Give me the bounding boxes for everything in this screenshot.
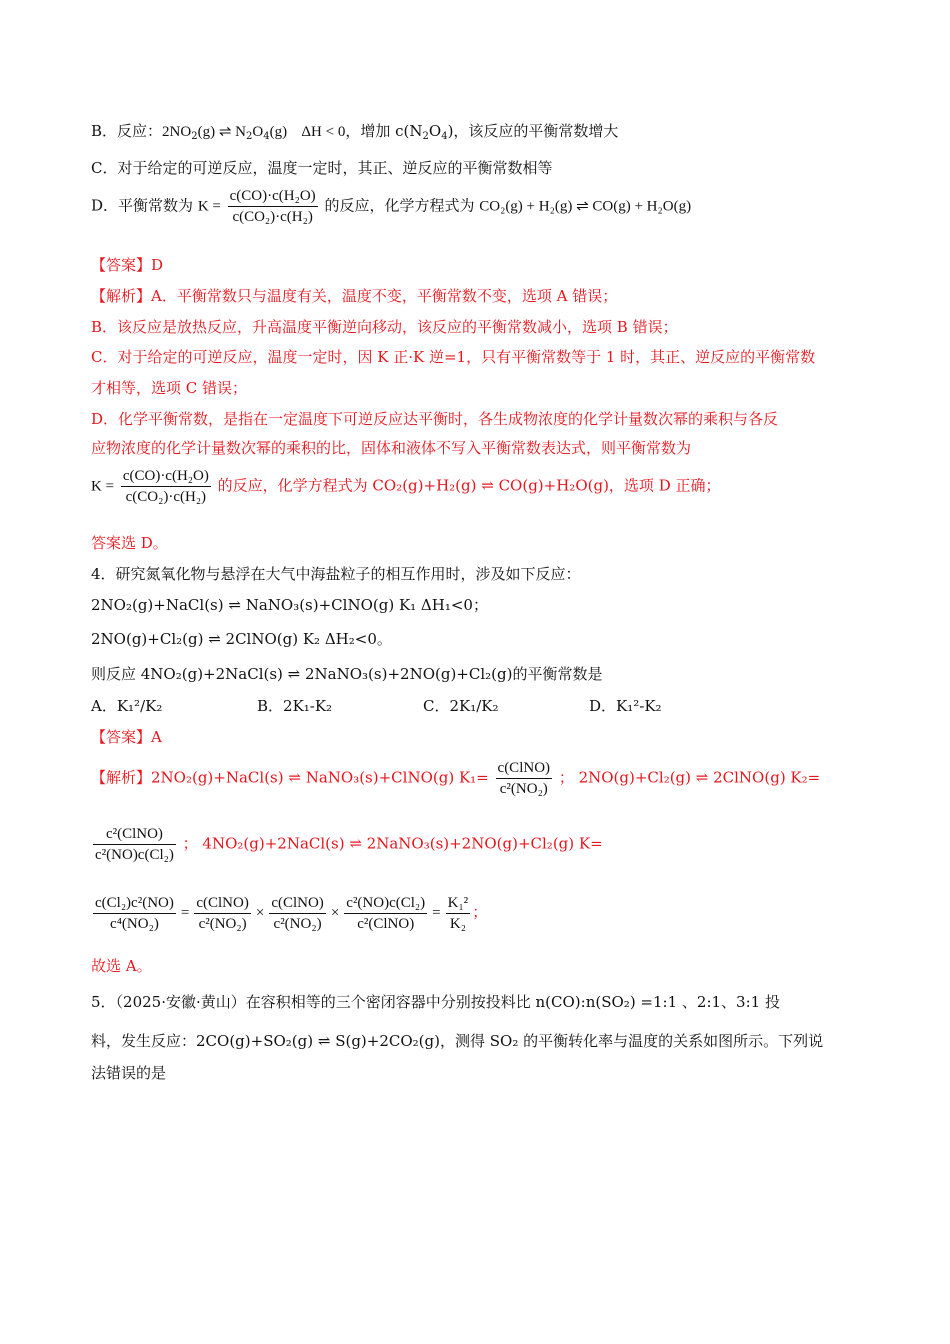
fraction-term-1: $\frac{\text{c(ClNO)}}{\text{c²(NO₂)}}$ [196, 895, 249, 932]
analysis-1-a: 【解析】A．平衡常数只与温度有关，温度不变，平衡常数不变，选项 A 错误； [91, 287, 618, 305]
analysis-2-conclusion: 故选 A。 [91, 957, 152, 975]
reaction-lhs: 2NO [162, 124, 192, 140]
q4-stem: 4．研究氮氧化物与悬浮在大气中海盐粒子的相互作用时，涉及如下反应： [91, 565, 581, 583]
analysis-2-line-3: $\frac{\text{c(Cl₂)c²(NO)}}{\text{c⁴(NO₂)}}$ = $\frac{\text{c(ClNO)}}{\text{c²(NO₂)}}$ × $\frac{\text{c(ClNO)}}{\text{c²(NO₂)}}$ × $\frac{\text{c²(NO)c(Cl₂)}}{\text{c²(ClNO)}}$ = $\frac{\text{K₁²}}{\text{K₂}}$ ； [95, 895, 488, 932]
delta-h: ΔH < 0 [301, 124, 346, 140]
k-symbol: K = [91, 478, 115, 495]
analysis-1-c2: 才相等，选项 C 错误； [91, 379, 248, 397]
analysis-1-c1: C．对于给定的可逆反应，温度一定时，因 K 正·K 逆=1，只有平衡常数等于 1 时，其正、逆反应的平衡常数 [91, 348, 816, 366]
q4-ask: 则反应 4NO₂(g)+2NaCl(s) ⇌ 2NaNO₃(s)+2NO(g)+Cl₂(g)的平衡常数是 [91, 665, 603, 683]
fraction-result: $\frac{\text{K₁²}}{\text{K₂}}$ [447, 895, 469, 932]
k-fraction: $\frac{\text{c(CO)·c(H₂O)}}{\text{c(CO₂)·c(H₂)}}$ [122, 468, 209, 505]
analysis-2-line-1: 【解析】2NO₂(g)+NaCl(s) ⇌ NaNO₃(s)+ClNO(g) K₁= $\frac{\text{c(ClNO)}}{\text{c²(NO₂)}}$ ； 2NO(g)+Cl₂(g) ⇌ 2ClNO(g) K₂= [91, 760, 821, 797]
q5-line-3: 法错误的是 [91, 1064, 167, 1082]
analysis-1-d2: 应物浓度的化学计量数次幂的乘积的比，固体和液体不写入平衡常数表达式，则平衡常数为 [91, 439, 692, 457]
analysis-1-d3-tail: 的反应，化学方程式为 CO₂(g)+H₂(g) ⇌ CO(g)+H₂O(g)，选项 D 正确； [217, 476, 721, 495]
fraction-k1: $\frac{\text{c(ClNO)}}{\text{c²(NO₂)}}$ [497, 760, 551, 797]
fraction-k2: $\frac{\text{c²(ClNO)}}{\text{c²(NO)c(Cl₂)}}$ [95, 826, 174, 863]
reaction-mid: (g) ⇌ N [197, 124, 246, 140]
k-symbol: K = [197, 198, 221, 215]
fraction-k: $\frac{\text{c(Cl₂)c²(NO)}}{\text{c⁴(NO₂)}}$ [95, 895, 174, 932]
option-c: C．对于给定的可逆反应，温度一定时，其正、逆反应的平衡常数相等 [91, 159, 553, 177]
q4-option-c: C．2K₁/K₂ [423, 697, 499, 715]
q4-reaction-1: 2NO₂(g)+NaCl(s) ⇌ NaNO₃(s)+ClNO(g) K₁ ΔH₁<0； [91, 596, 488, 614]
option-d-lead: D．平衡常数为 [91, 196, 194, 215]
analysis-1-d3 [91, 466, 721, 507]
q4-option-d: D．K₁²-K₂ [589, 697, 662, 715]
k-fraction: $\frac{\text{c(CO)·c(H₂O)}}{\text{c(CO₂)·c(H₂)}}$ [229, 188, 316, 225]
analysis-1-b: B．该反应是放热反应，升高温度平衡逆向移动，该反应的平衡常数减小，选项 B 错误； [91, 318, 678, 336]
analysis-1-conclusion: 答案选 D。 [91, 534, 168, 552]
answer-2: 【答案】A [91, 728, 162, 746]
q4-option-b: B．2K₁-K₂ [257, 697, 333, 715]
q5-line-1: 5．（2025·安徽·黄山）在容积相等的三个密闭容器中分别按投料比 n(CO):n(SO₂) =1:1 、2:1、3:1 投 [91, 993, 780, 1011]
q4-option-a: A．K₁²/K₂ [91, 697, 163, 715]
option-d [91, 186, 691, 227]
reaction-rhs: O [252, 124, 264, 140]
analysis-2-line-2: $\frac{\text{c²(ClNO)}}{\text{c²(NO)c(Cl₂)}}$ ； 4NO₂(g)+2NaCl(s) ⇌ 2NaNO₃(s)+2NO(g)+Cl₂(g) K= [95, 826, 603, 863]
q4-reaction-2: 2NO(g)+Cl₂(g) ⇌ 2ClNO(g) K₂ ΔH₂<0。 [91, 630, 392, 648]
option-d-equation: CO₂(g) + H₂(g) ⇌ CO(g) + H₂O(g) [479, 198, 692, 215]
q5-line-2: 料，发生反应：2CO(g)+SO₂(g) ⇌ S(g)+2CO₂(g)，测得 SO₂ 的平衡转化率与温度的关系如图所示。下列说 [91, 1032, 824, 1050]
option-d-mid: 的反应，化学方程式为 [324, 196, 475, 215]
answer-1: 【答案】D [91, 256, 164, 274]
option-b-tail-post: )，该反应的平衡常数增大 [447, 122, 619, 140]
option-b-tail-pre: ，增加 c(N [345, 122, 423, 140]
option-b-lead: B．反应： [91, 122, 163, 140]
analysis-1-d1: D．化学平衡常数，是指在一定温度下可逆反应达平衡时，各生成物浓度的化学计量数次幂的乘积与各反 [91, 410, 779, 428]
fraction-term-2: $\frac{\text{c(ClNO)}}{\text{c²(NO₂)}}$ [271, 895, 324, 932]
option-b: B．反应：$2NO_2(g)$ ⇌ $N_2O_4(g)$ ΔH < 0，增加 $c(N_2O_4)$，该反应的平衡常数增大 [91, 122, 619, 142]
fraction-term-3: $\frac{\text{c²(NO)c(Cl₂)}}{\text{c²(ClNO)}}$ [346, 895, 426, 932]
